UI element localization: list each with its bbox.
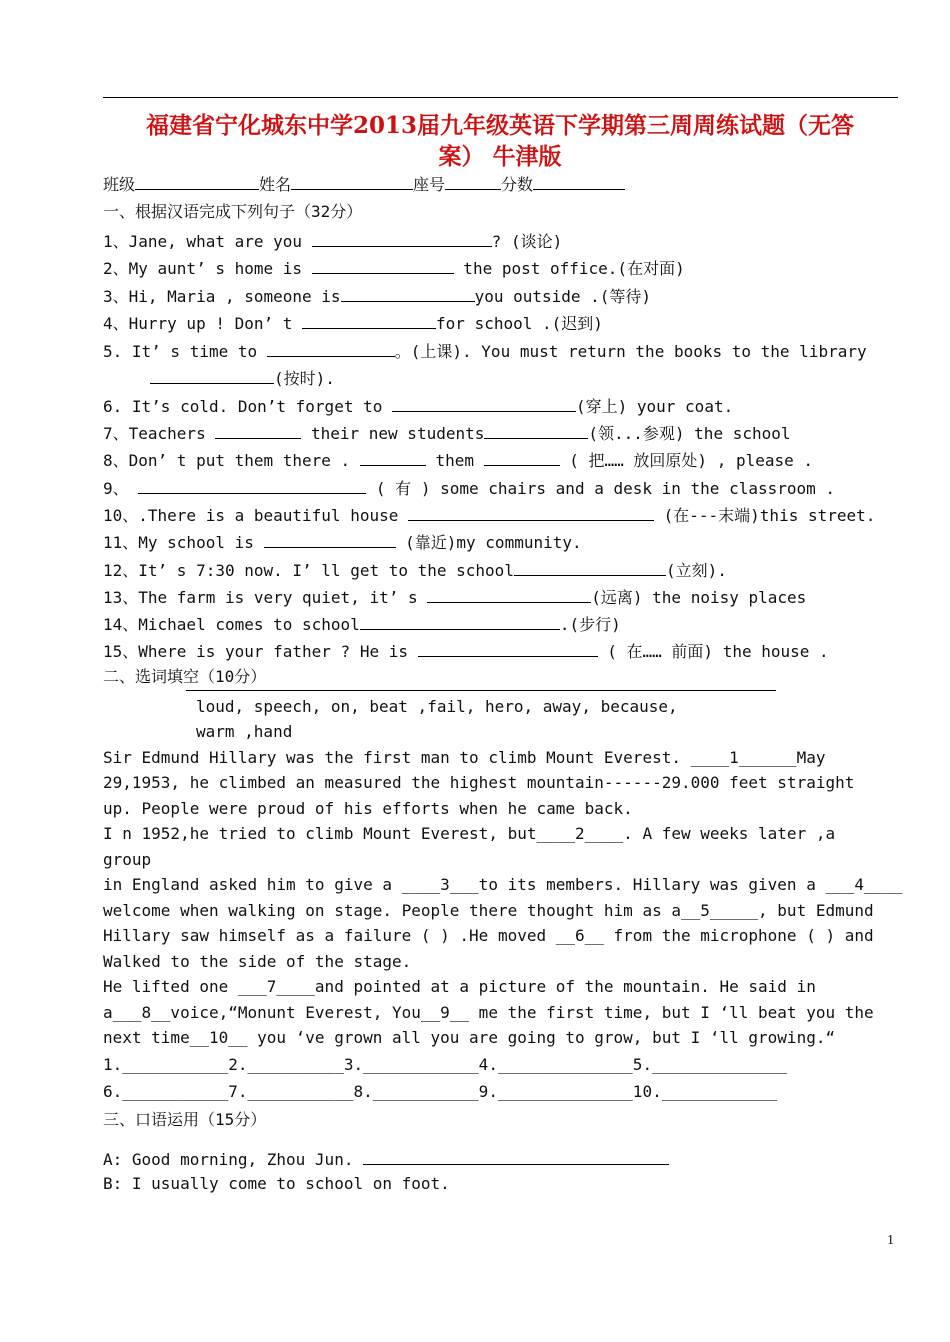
dialogue-a-text: A: Good morning, Zhou Jun.: [103, 1150, 364, 1169]
q4-hint: for school .(迟到): [436, 314, 603, 333]
answer-line-2[interactable]: 6.___________7.___________8.___________9.______________10.____________: [103, 1082, 778, 1101]
passage-line-9: Walked to the side of the stage.: [103, 952, 412, 971]
q6-hint: (穿上) your coat.: [575, 397, 734, 416]
title-line-2: 案） 牛津版: [438, 143, 562, 170]
q11-text: 11、My school is: [103, 533, 264, 552]
question-15: [103, 641, 829, 662]
q5-hint-2: (按时).: [274, 369, 335, 388]
q1-blank[interactable]: [312, 231, 492, 247]
q2-text: 2、My aunt’ s home is: [103, 259, 312, 278]
q8-text: 8、Don’ t put them there .: [103, 451, 360, 470]
q8-text-2: them: [425, 451, 484, 470]
document-title: [100, 110, 900, 172]
q8-blank-2[interactable]: [484, 450, 560, 466]
section3-heading: 三、口语运用（15分）: [103, 1110, 267, 1129]
question-4: [103, 313, 603, 334]
q7-hint: (领...参观) the school: [588, 424, 791, 443]
question-3: [103, 286, 651, 307]
section2-heading: 二、选词填空（10分）: [103, 667, 267, 686]
question-5-cont: [150, 368, 335, 389]
q15-hint: ( 在…… 前面) the house .: [597, 642, 829, 661]
dialogue-a-blank[interactable]: [363, 1149, 669, 1165]
q4-blank[interactable]: [302, 313, 436, 329]
q10-blank[interactable]: [408, 505, 654, 521]
q9-text: 9、: [103, 479, 139, 498]
passage-line-3: up. People were proud of his efforts when he came back.: [103, 799, 633, 818]
q5-blank-2[interactable]: [150, 368, 274, 384]
q11-hint: (靠近)my community.: [395, 533, 582, 552]
q12-blank[interactable]: [514, 560, 666, 576]
q5-blank-1[interactable]: [267, 341, 395, 357]
q10-text: 10、.There is a beautiful house: [103, 506, 408, 525]
passage-line-2: 29,1953, he climbed an measured the highest mountain------29.000 feet straight: [103, 773, 855, 792]
q14-hint: .(步行): [559, 615, 621, 634]
question-12: [103, 560, 727, 581]
q4-text: 4、Hurry up ! Don’ t: [103, 314, 303, 333]
question-9: [103, 478, 835, 499]
passage-line-8: Hillary saw himself as a failure ( ) .He moved __6__ from the microphone ( ) and: [103, 926, 874, 945]
q3-hint: you outside .(等待): [474, 287, 652, 306]
q10-hint: (在---末端)this street.: [654, 506, 876, 525]
class-label: 班级: [103, 175, 136, 194]
q13-text: 13、The farm is very quiet, it’ s: [103, 588, 428, 607]
seat-label: 座号: [413, 175, 446, 194]
score-label: 分数: [501, 175, 534, 194]
name-label: 姓名: [259, 175, 292, 194]
passage-line-10: He lifted one ___7____and pointed at a picture of the mountain. He said in: [103, 977, 816, 996]
question-14: [103, 614, 621, 635]
q13-blank[interactable]: [427, 587, 591, 603]
q15-blank[interactable]: [418, 641, 598, 657]
question-2: [103, 258, 685, 279]
q7-text: 7、Teachers: [103, 424, 216, 443]
q8-hint: ( 把…… 放回原处) , please .: [559, 451, 814, 470]
dialogue-a: [103, 1149, 669, 1170]
q7-blank-2[interactable]: [484, 423, 588, 439]
passage-line-7: welcome when walking on stage. People there thought him as a__5_____, but Edmund: [103, 901, 874, 920]
passage-line-12: next time__10__ you ‘ve grown all you are going to grow, but I ‘ll growing.“: [103, 1028, 836, 1047]
q12-text: 12、It’ s 7:30 now. I’ ll get to the school: [103, 561, 514, 580]
question-1: [103, 231, 562, 252]
q9-hint: ( 有 ) some chairs and a desk in the classroom .: [366, 479, 836, 498]
q5-text: 5. It’ s time to: [103, 342, 267, 361]
q14-blank[interactable]: [360, 614, 560, 630]
passage-line-4: I n 1952,he tried to climb Mount Everest, but____2____. A few weeks later ,a: [103, 824, 836, 843]
passage-line-11: a___8__voice,“Monunt Everest, You__9__ me the first time, but I ‘ll beat you the: [103, 1003, 874, 1022]
q3-text: 3、Hi, Maria , someone is: [103, 287, 341, 306]
question-11: [103, 532, 582, 553]
q7-blank-1[interactable]: [215, 423, 301, 439]
q2-hint: the post office.(在对面): [453, 259, 685, 278]
passage-line-6: in England asked him to give a ____3___to its members. Hillary was given a ___4____: [103, 875, 903, 894]
section1-heading: 一、根据汉语完成下列句子（32分）: [103, 202, 363, 221]
question-5: [103, 341, 867, 362]
question-8: [103, 450, 813, 471]
q9-blank[interactable]: [138, 478, 366, 494]
passage-line-5: group: [103, 850, 152, 869]
q2-blank[interactable]: [312, 258, 454, 274]
class-blank[interactable]: [135, 174, 259, 190]
answer-line-1[interactable]: 1.___________2.__________3.____________4.______________5.______________: [103, 1055, 787, 1074]
seat-blank[interactable]: [445, 174, 501, 190]
q14-text: 14、Michael comes to school: [103, 615, 360, 634]
q5-hint: 。(上课). You must return the books to the library: [394, 342, 867, 361]
page-number: 1: [887, 1233, 894, 1248]
question-7: [103, 423, 791, 444]
question-6: [103, 396, 733, 417]
word-bank-line-2: warm ,hand: [196, 722, 293, 741]
q8-blank-1[interactable]: [360, 450, 426, 466]
q12-hint: (立刻).: [665, 561, 727, 580]
q3-blank[interactable]: [341, 286, 475, 302]
title-line-1: 福建省宁化城东中学2013届九年级英语下学期第三周周练试题（无答: [145, 112, 854, 139]
word-bank-rule: [186, 690, 776, 691]
q1-text: 1、Jane, what are you: [103, 232, 312, 251]
question-10: [103, 505, 875, 526]
name-blank[interactable]: [291, 174, 413, 190]
word-bank-line-1: loud, speech, on, beat ,fail, hero, away, because,: [196, 697, 678, 716]
header-info-line: [103, 174, 625, 195]
passage-line-1: Sir Edmund Hillary was the first man to climb Mount Everest. ____1______May: [103, 748, 826, 767]
dialogue-b: B: I usually come to school on foot.: [103, 1174, 450, 1193]
q6-blank[interactable]: [392, 396, 576, 412]
header-rule: [103, 97, 898, 98]
score-blank[interactable]: [533, 174, 625, 190]
q7-text-2: their new students: [301, 424, 485, 443]
q15-text: 15、Where is your father ? He is: [103, 642, 418, 661]
q13-hint: (远离) the noisy places: [591, 588, 807, 607]
question-13: [103, 587, 806, 608]
q6-text: 6. It’s cold. Don’t forget to: [103, 397, 392, 416]
q11-blank[interactable]: [264, 532, 396, 548]
q1-hint: ? (谈论): [491, 232, 563, 251]
